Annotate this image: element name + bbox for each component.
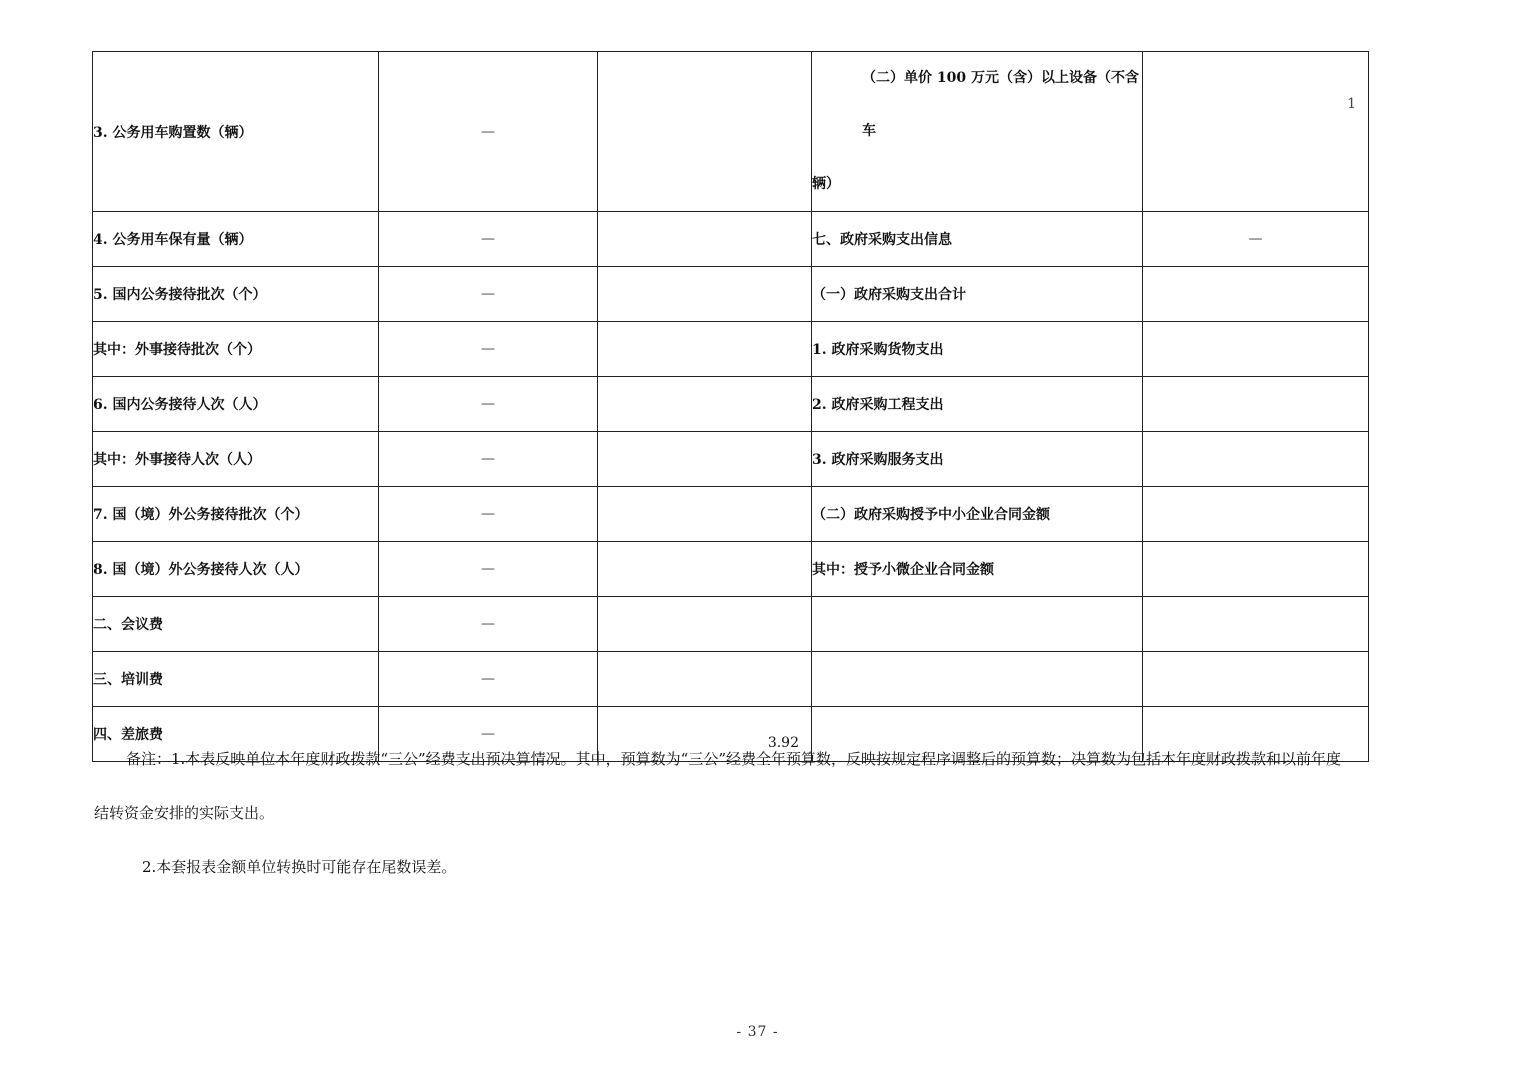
row-value (598, 432, 812, 487)
right-value (1143, 52, 1369, 212)
row-label: 7. 国（境）外公务接待批次（个） (93, 487, 379, 542)
row-label: 其中：外事接待批次（个） (93, 322, 379, 377)
right-value-number: 1 (1347, 96, 1356, 112)
right-value: — (1143, 212, 1369, 267)
row-mid: — (379, 707, 598, 762)
note-line-2: 结转资金安排的实际支出。 (94, 804, 275, 822)
row-value (598, 212, 812, 267)
row-mid: — (379, 432, 598, 487)
row-mid: — (379, 377, 598, 432)
row-label: 6. 国内公务接待人次（人） (93, 377, 379, 432)
row-label: 4. 公务用车保有量（辆） (93, 212, 379, 267)
right-label (812, 597, 1143, 652)
row-value (598, 597, 812, 652)
right-label-line1: （二）单价 100 万元（含）以上设备（不含车 (862, 70, 1139, 139)
row-value (598, 542, 812, 597)
row-mid: — (379, 597, 598, 652)
right-label (812, 652, 1143, 707)
right-label: （一）政府采购支出合计 (812, 267, 1143, 322)
row-value (598, 52, 812, 212)
row-mid: — (379, 267, 598, 322)
right-value (1143, 432, 1369, 487)
right-label: 2. 政府采购工程支出 (812, 377, 1143, 432)
right-label (812, 52, 1143, 212)
row-label: 8. 国（境）外公务接待人次（人） (93, 542, 379, 597)
table-row (93, 212, 1369, 267)
table-row (93, 322, 1369, 377)
row-label: 其中：外事接待人次（人） (93, 432, 379, 487)
right-label: 1. 政府采购货物支出 (812, 322, 1143, 377)
row-mid: — (379, 322, 598, 377)
row-mid: — (379, 487, 598, 542)
right-label: 3. 政府采购服务支出 (812, 432, 1143, 487)
right-value (1143, 377, 1369, 432)
right-value (1143, 267, 1369, 322)
right-label: 七、政府采购支出信息 (812, 212, 1143, 267)
row-label: 5. 国内公务接待批次（个） (93, 267, 379, 322)
row-value-number: 3.92 (767, 735, 799, 751)
table-row (93, 432, 1369, 487)
page-number: - 37 - (736, 1024, 779, 1040)
row-value (598, 487, 812, 542)
table-row (93, 597, 1369, 652)
table-row (93, 52, 1369, 212)
right-label: 其中：授予小微企业合同金额 (812, 542, 1143, 597)
row-mid: — (379, 212, 598, 267)
table-row (93, 267, 1369, 322)
row-label: 二、会议费 (93, 597, 379, 652)
table-row (93, 487, 1369, 542)
row-label: 3. 公务用车购置数（辆） (93, 52, 379, 212)
right-value (1143, 597, 1369, 652)
table-row (93, 377, 1369, 432)
row-mid: — (379, 52, 598, 212)
row-value (598, 652, 812, 707)
right-value (1143, 542, 1369, 597)
row-label: 三、培训费 (93, 652, 379, 707)
row-mid: — (379, 652, 598, 707)
right-value (1143, 322, 1369, 377)
note-line-1: 备注：1.本表反映单位本年度财政拨款“三公”经费支出预决算情况。其中，预算数为“三公”经费全年预算数，反映按规定程序调整后的预算数；决算数为包括本年度财政拨款和以前年度 (126, 750, 1341, 768)
expense-table (92, 51, 1369, 762)
row-mid: — (379, 542, 598, 597)
row-label: 四、差旅费 (93, 707, 379, 762)
right-label: （二）政府采购授予中小企业合同金额 (812, 487, 1143, 542)
note-line-3: 2.本套报表金额单位转换时可能存在尾数误差。 (142, 858, 457, 876)
row-value (598, 267, 812, 322)
right-value (1143, 652, 1369, 707)
right-value (1143, 487, 1369, 542)
row-value (598, 322, 812, 377)
table-row (93, 542, 1369, 597)
right-label-line2: 辆） (812, 176, 840, 192)
row-value (598, 377, 812, 432)
table-row (93, 652, 1369, 707)
